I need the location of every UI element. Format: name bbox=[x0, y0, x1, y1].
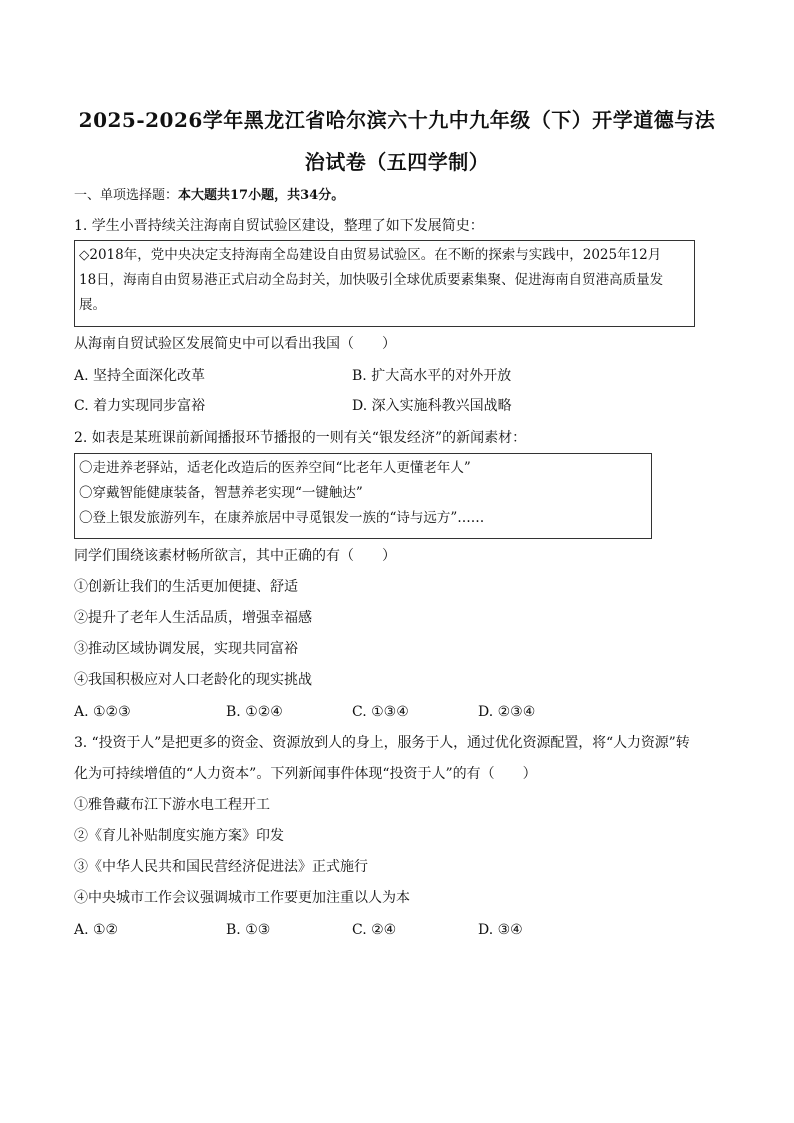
q2-box-line: 〇走进养老驿站，适老化改造后的医养空间“比老年人更懂老年人” bbox=[79, 460, 471, 476]
q2-statement-2: ②提升了老年人生活品质，增强幸福感 bbox=[74, 610, 312, 626]
q2-statement-3: ③推动区域协调发展，实现共同富裕 bbox=[74, 641, 298, 657]
q3-statement-1: ①雅鲁藏布江下游水电工程开工 bbox=[74, 797, 270, 813]
q1-box-line: ◇2018年，党中央决定支持海南全岛建设自由贸易试验区。在不断的探索与实践中，2025年12月 bbox=[79, 247, 662, 263]
section-prefix: 一、单项选择题： bbox=[74, 188, 179, 203]
section-info: 本大题共17小题，共34分。 bbox=[178, 188, 345, 203]
q1-box-line: 展。 bbox=[79, 297, 106, 313]
q2-option-a: A. ①②③ bbox=[74, 704, 131, 720]
q2-statement-4: ④我国积极应对人口老龄化的现实挑战 bbox=[74, 672, 312, 688]
q1-option-a: A. 坚持全面深化改革 bbox=[74, 368, 206, 384]
q1-option-b: B. 扩大高水平的对外开放 bbox=[352, 368, 512, 384]
q1-question: 从海南自贸试验区发展简史中可以看出我国（ ） bbox=[74, 336, 396, 352]
q2-question: 同学们围绕该素材畅所欲言，其中正确的有（ ） bbox=[74, 548, 396, 564]
q1-material-box bbox=[74, 240, 695, 327]
q1-option-c: C. 着力实现同步富裕 bbox=[74, 398, 206, 414]
q1-option-d: D. 深入实施科教兴国战略 bbox=[352, 398, 512, 414]
q2-option-d: D. ②③④ bbox=[478, 704, 536, 720]
q3-stem-line2: 化为可持续增值的“人力资本”。下列新闻事件体现“投资于人”的有（ ） bbox=[74, 766, 537, 782]
q3-statement-4: ④中央城市工作会议强调城市工作要更加注重以人为本 bbox=[74, 890, 410, 906]
q3-option-a: A. ①② bbox=[74, 922, 119, 938]
exam-title-line1: 2025-2026学年黑龙江省哈尔滨六十九中九年级（下）开学道德与法 bbox=[78, 108, 716, 132]
q2-option-b: B. ①②④ bbox=[226, 704, 283, 720]
q2-statement-1: ①创新让我们的生活更加便捷、舒适 bbox=[74, 579, 298, 595]
q2-stem: 2. 如表是某班课前新闻播报环节播报的一则有关“银发经济”的新闻素材： bbox=[74, 430, 527, 446]
q3-option-c: C. ②④ bbox=[352, 922, 397, 938]
q3-statement-2: ②《育儿补贴制度实施方案》印发 bbox=[74, 828, 284, 844]
q3-stem-line1: 3. “投资于人”是把更多的资金、资源放到人的身上，服务于人，通过优化资源配置，将“人力资源”转 bbox=[74, 735, 690, 751]
q2-box-line: 〇登上银发旅游列车，在康养旅居中寻觅银发一族的“诗与远方”…… bbox=[79, 510, 485, 526]
q3-option-b: B. ①③ bbox=[226, 922, 271, 938]
q3-statement-3: ③《中华人民共和国民营经济促进法》正式施行 bbox=[74, 859, 368, 875]
q2-option-c: C. ①③④ bbox=[352, 704, 409, 720]
q2-box-line: 〇穿戴智能健康装备，智慧养老实现“一键触达” bbox=[79, 485, 363, 501]
exam-title-line2: 治试卷（五四学制） bbox=[304, 150, 490, 174]
q1-stem: 1. 学生小晋持续关注海南自贸试验区建设，整理了如下发展简史： bbox=[74, 218, 484, 234]
q2-material-box bbox=[74, 453, 652, 539]
q1-box-line: 18日，海南自由贸易港正式启动全岛封关，加快吸引全球优质要素集聚、促进海南自贸港高质量发 bbox=[79, 272, 664, 288]
section-heading bbox=[74, 186, 344, 206]
q3-option-d: D. ③④ bbox=[478, 922, 523, 938]
